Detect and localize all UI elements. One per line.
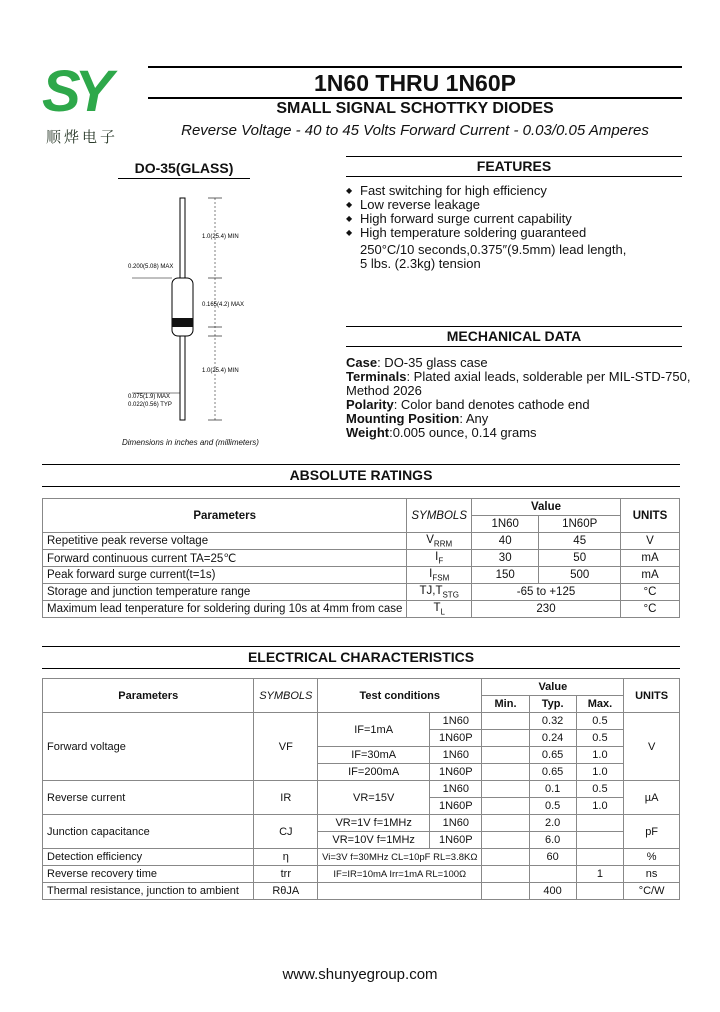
table-cell: 40 [472, 533, 539, 550]
polarity-label: Polarity [346, 397, 394, 412]
table-cell: 1N60P [430, 730, 482, 747]
col-test-conditions: Test conditions [318, 679, 482, 713]
table-cell [482, 764, 529, 781]
col-1n60: 1N60 [472, 516, 539, 533]
table-cell: IF=IR=10mA Irr=1mA RL=100Ω [318, 866, 482, 883]
dim-lead-bottom: 1.0(25.4) MIN [202, 368, 239, 374]
table-cell [482, 781, 529, 798]
feature-item-cont: 5 lbs. (2.3kg) tension [360, 256, 481, 271]
polarity-value: : Color band denotes cathode end [393, 397, 590, 412]
table-row [43, 781, 680, 798]
table-cell: 500 [539, 567, 621, 584]
col-units: UNITS [621, 499, 680, 533]
terminals-value: : Plated axial leads, solderable per MIL-STD-750, [406, 369, 691, 384]
dim-body-dia: 0.200(5.08) MAX [128, 264, 174, 270]
table-row [43, 849, 680, 866]
table-row [43, 584, 680, 601]
terminals-label: Terminals [346, 369, 407, 384]
table-cell: 0.5 [576, 713, 624, 730]
case-label: Case [346, 355, 378, 370]
mounting-label: Mounting Position [346, 411, 460, 426]
table-cell: 6.0 [529, 832, 576, 849]
table-cell: Storage and junction temperature range [43, 584, 407, 601]
table-cell: °C [621, 601, 680, 618]
feature-item: ◆ High forward surge current capability [346, 212, 626, 226]
table-cell: 60 [529, 849, 576, 866]
table-cell: IF=200mA [318, 764, 430, 781]
feature-item-cont: 250°C/10 seconds,0.375″(9.5mm) lead length, [360, 242, 627, 257]
table-cell: 1 [576, 866, 624, 883]
title-bottom-rule [148, 97, 682, 99]
table-cell: 0.5 [576, 781, 624, 798]
table-cell: 230 [472, 601, 621, 618]
table-cell: $I_{FSM}$ [407, 567, 472, 584]
table-cell: 400 [529, 883, 576, 900]
col-min: Min. [482, 696, 529, 713]
table-cell: 1N60P [430, 832, 482, 849]
table-cell [482, 713, 529, 730]
table-row [43, 567, 680, 584]
mechanical-title: MECHANICAL DATA [446, 328, 582, 344]
table-cell: 2.0 [529, 815, 576, 832]
table-cell: °C [621, 584, 680, 601]
table-cell [482, 798, 529, 815]
table-cell [482, 730, 529, 747]
table-cell: mA [621, 550, 680, 567]
table-cell: Peak forward surge current(t=1s) [43, 567, 407, 584]
table-cell: Reverse current [43, 781, 254, 815]
cathode-band [172, 318, 193, 327]
col-parameters: Parameters [43, 499, 407, 533]
dim-lead-dia: 0.075(1.9) MAX [128, 394, 171, 400]
table-cell: 45 [539, 533, 621, 550]
table-cell: Detection efficiency [43, 849, 254, 866]
table-cell: -65 to +125 [472, 584, 621, 601]
table-cell [482, 747, 529, 764]
col-value: Value [472, 499, 621, 516]
top-lead [180, 198, 185, 278]
col-parameters: Parameters [43, 679, 254, 713]
table-cell: °C/W [624, 883, 680, 900]
ratings-summary: Reverse Voltage - 40 to 45 Volts Forward Current - 0.03/0.05 Amperes [181, 122, 649, 139]
table-cell: 1N60P [430, 798, 482, 815]
abs-bottom-rule [42, 486, 680, 487]
package-title: DO-35(GLASS) [134, 160, 234, 176]
table-cell: VR=10V f=1MHz [318, 832, 430, 849]
case-value: : DO-35 glass case [377, 355, 488, 370]
table-row [43, 550, 680, 567]
table-cell: 0.65 [529, 747, 576, 764]
table-cell: V [624, 713, 680, 781]
table-cell: $I_F$ [407, 550, 472, 567]
col-symbols: SYMBOLS [407, 499, 472, 533]
table-row [43, 815, 680, 832]
table-cell: 0.1 [529, 781, 576, 798]
table-cell [529, 866, 576, 883]
table-cell [576, 849, 624, 866]
table-cell: 1N60 [430, 781, 482, 798]
table-cell: $V_{RRM}$ [407, 533, 472, 550]
dimensions-note: Dimensions in inches and (millimeters) [122, 438, 259, 447]
logo-mark: SY [42, 59, 108, 124]
col-max: Max. [576, 696, 624, 713]
table-row [43, 883, 680, 900]
table-cell: 0.32 [529, 713, 576, 730]
table-cell: ns [624, 866, 680, 883]
col-1n60p: 1N60P [539, 516, 621, 533]
table-cell: pF [624, 815, 680, 849]
table-cell: IF=30mA [318, 747, 430, 764]
feature-item: ◆ Low reverse leakage [346, 198, 626, 212]
table-cell [482, 866, 529, 883]
mech-top-rule [346, 326, 682, 327]
feature-item: ◆ High temperature soldering guaranteed [346, 226, 626, 240]
title-top-rule [148, 66, 682, 68]
elec-top-rule [42, 646, 680, 647]
table-cell: IR [254, 781, 318, 815]
do35-package-drawing [118, 190, 268, 440]
mech-bottom-rule [346, 346, 682, 347]
table-cell: VR=15V [318, 781, 430, 815]
table-cell: 1.0 [576, 747, 624, 764]
table-cell: Reverse recovery time [43, 866, 254, 883]
table-cell: RθJA [254, 883, 318, 900]
table-cell [482, 849, 529, 866]
page-title: 1N60 THRU 1N60P [314, 70, 516, 96]
table-cell: 1N60 [430, 713, 482, 730]
table-cell: 1N60 [430, 815, 482, 832]
feature-item: ◆ Fast switching for high efficiency [346, 184, 626, 198]
features-bottom-rule [346, 176, 682, 177]
table-cell: η [254, 849, 318, 866]
abs-top-rule [42, 464, 680, 465]
features-list [346, 184, 626, 271]
table-cell: CJ [254, 815, 318, 849]
table-cell: mA [621, 567, 680, 584]
table-cell: VR=1V f=1MHz [318, 815, 430, 832]
elec-bottom-rule [42, 668, 680, 669]
table-cell [482, 815, 529, 832]
table-cell: Repetitive peak reverse voltage [43, 533, 407, 550]
table-cell [482, 832, 529, 849]
table-cell: $T_L$ [407, 601, 472, 618]
weight-label: Weight [346, 425, 390, 440]
table-cell: Vi=3V f=30MHz CL=10pF RL=3.8KΩ [318, 849, 482, 866]
table-cell: µA [624, 781, 680, 815]
dim-lead-typ: 0.022(0.56) TYP [128, 402, 172, 408]
table-cell: 0.5 [576, 730, 624, 747]
table-cell: 1N60P [430, 764, 482, 781]
table-cell: Forward continuous current TA=25℃ [43, 550, 407, 567]
page-subtitle: SMALL SIGNAL SCHOTTKY DIODES [276, 100, 554, 117]
table-row [43, 533, 680, 550]
table-cell: $TJ,T_{STG}$ [407, 584, 472, 601]
package-title-rule [118, 178, 250, 179]
weight-value: :0.005 ounce, 0.14 grams [389, 425, 537, 440]
table-cell: 150 [472, 567, 539, 584]
features-top-rule [346, 156, 682, 157]
dim-body-len: 0.165(4.2) MAX [202, 302, 245, 308]
terminals-cont: Method 2026 [346, 383, 422, 398]
footer-url[interactable]: www.shunyegroup.com [282, 966, 438, 983]
table-cell: 30 [472, 550, 539, 567]
bottom-lead [180, 336, 185, 420]
table-row [43, 866, 680, 883]
electrical-table [42, 678, 680, 900]
table-cell [576, 883, 624, 900]
col-value: Value [482, 679, 624, 696]
table-cell: trr [254, 866, 318, 883]
dim-lead-top: 1.0(25.4) MIN [202, 234, 239, 240]
table-cell: V [621, 533, 680, 550]
table-cell: 1.0 [576, 798, 624, 815]
table-cell [576, 815, 624, 832]
col-symbols: SYMBOLS [254, 679, 318, 713]
logo-chinese-name: 顺烨电子 [46, 129, 119, 146]
table-cell: % [624, 849, 680, 866]
table-row [43, 601, 680, 618]
table-cell: 50 [539, 550, 621, 567]
table-cell: 1N60 [430, 747, 482, 764]
glass-body [172, 278, 193, 336]
table-cell: 0.24 [529, 730, 576, 747]
table-cell: VF [254, 713, 318, 781]
mounting-value: : Any [459, 411, 489, 426]
table-cell: IF=1mA [318, 713, 430, 747]
company-logo [42, 60, 138, 152]
table-row [43, 713, 680, 730]
absolute-ratings-title: ABSOLUTE RATINGS [289, 467, 433, 483]
table-cell: Maximum lead tenperature for soldering during 10s at 4mm from case [43, 601, 407, 618]
col-units: UNITS [624, 679, 680, 713]
table-cell: Junction capacitance [43, 815, 254, 849]
table-cell: 0.65 [529, 764, 576, 781]
absolute-ratings-table [42, 498, 680, 618]
table-cell [482, 883, 529, 900]
table-cell: Forward voltage [43, 713, 254, 781]
table-cell: 0.5 [529, 798, 576, 815]
table-cell [318, 883, 482, 900]
table-cell: 1.0 [576, 764, 624, 781]
col-typ: Typ. [529, 696, 576, 713]
features-title: FEATURES [476, 158, 552, 174]
mechanical-data [346, 356, 691, 440]
table-cell: Thermal resistance, junction to ambient [43, 883, 254, 900]
electrical-title: ELECTRICAL CHARACTERISTICS [247, 649, 475, 665]
table-cell [576, 832, 624, 849]
